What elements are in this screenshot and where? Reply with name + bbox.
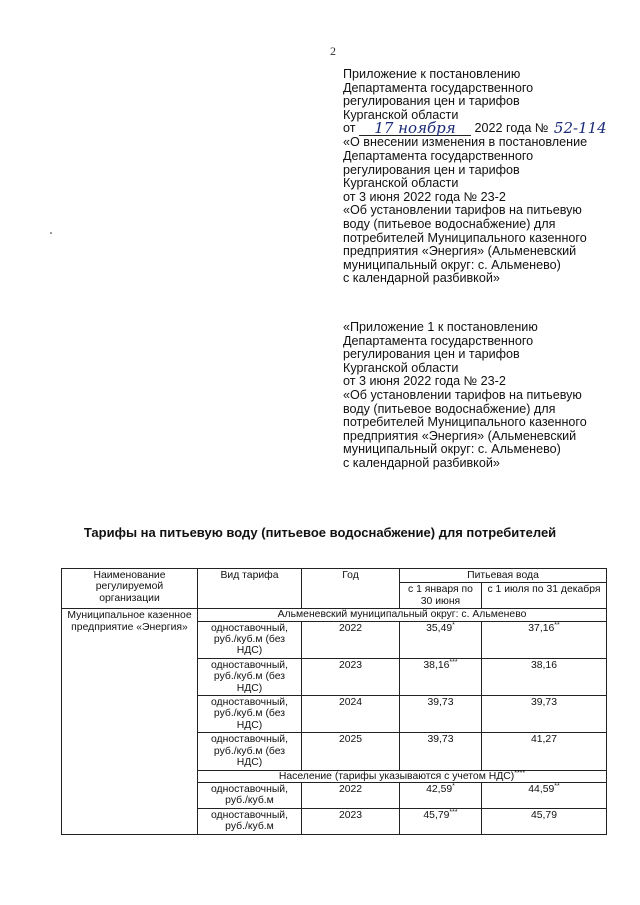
annex-header <box>343 68 640 286</box>
annex-line: предприятия «Энергия» (Альменевский <box>343 428 577 443</box>
annex-line: с календарной разбивкой» <box>343 455 500 470</box>
annex-line: потребителей Муниципального казенного <box>343 230 587 245</box>
tariff-value-h1: 45,79*** <box>400 808 482 834</box>
annex-line: от 3 июня 2022 года № 23-2 <box>343 189 506 204</box>
tariff-value-h2: 38,16 <box>482 658 607 695</box>
annex-line: «Приложение 1 к постановлению <box>343 320 538 334</box>
annex-line: «Об установлении тарифов на питьевую <box>343 203 582 218</box>
tariff-kind: одноставочный, руб./куб.м (без НДС) <box>198 658 302 695</box>
annex-line: предприятия «Энергия» (Альменевский <box>343 244 577 259</box>
annex-line: от 3 июня 2022 года № 23-2 <box>343 374 506 389</box>
header-period-2: с 1 июля по 31 декабря <box>482 583 607 609</box>
table-header-row <box>62 569 607 583</box>
tariff-kind: одноставочный, руб./куб.м <box>198 808 302 834</box>
annex-line: регулирования цен и тарифов <box>343 347 520 362</box>
tariff-value-h1: 39,73 <box>400 733 482 770</box>
tariff-year: 2023 <box>302 658 400 695</box>
tariff-kind: одноставочный, руб./куб.м (без НДС) <box>198 696 302 733</box>
tariff-value-h2: 39,73 <box>482 696 607 733</box>
tariff-year: 2024 <box>302 696 400 733</box>
scan-speck <box>50 232 52 234</box>
year-text: 2022 года № <box>474 121 549 136</box>
document-title: Тарифы на питьевую воду (питьевое водоснабжение) для потребителей <box>83 525 557 540</box>
header-water: Питьевая вода <box>400 569 607 583</box>
annex-line: муниципальный округ: с. Альменево) <box>343 442 561 457</box>
tariff-value-h2: 44,59** <box>482 782 607 808</box>
annex-line: муниципальный округ: с. Альменево) <box>343 257 561 272</box>
annex-line: регулирования цен и тарифов <box>343 94 520 109</box>
annex-line: воду (питьевое водоснабжение) для <box>343 401 556 416</box>
annex-line: с календарной разбивкой» <box>343 271 500 286</box>
annex-line: регулирования цен и тарифов <box>343 162 520 177</box>
tariff-year: 2022 <box>302 621 400 658</box>
annex-line: «Об установлении тарифов на питьевую <box>343 387 582 402</box>
group-header: Население (тарифы указываются с учетом НДС)**** <box>198 770 607 782</box>
annex-line: Департамента государственного <box>343 148 534 163</box>
tariff-table <box>61 568 607 835</box>
tariff-year: 2022 <box>302 782 400 808</box>
annex-line: потребителей Муниципального казенного <box>343 415 587 430</box>
tariff-value-h2: 45,79 <box>482 808 607 834</box>
annex-1-header <box>343 321 640 471</box>
tariff-kind: одноставочный, руб./куб.м (без НДС) <box>198 733 302 770</box>
handwritten-number: 52-114 <box>553 119 607 138</box>
tariff-value-h1: 38,16*** <box>400 658 482 695</box>
header-org: Наименование регулируемой организации <box>62 569 198 609</box>
date-prefix: от <box>343 121 356 136</box>
annex-line: Курганской области <box>343 176 459 191</box>
tariff-value-h2: 41,27 <box>482 733 607 770</box>
annex-line: Департамента государственного <box>343 80 534 95</box>
org-name-cell: Муниципальное казенное предприятие «Энергия» <box>62 609 198 834</box>
tariff-value-h1: 42,59* <box>400 782 482 808</box>
group-row <box>62 609 607 621</box>
tariff-value-h1: 39,73 <box>400 696 482 733</box>
tariff-kind: одноставочный, руб./куб.м <box>198 782 302 808</box>
annex-line: Приложение к постановлению <box>343 67 521 81</box>
tariff-year: 2025 <box>302 733 400 770</box>
annex-line: Курганской области <box>343 360 459 375</box>
handwritten-date: 17 ноября <box>359 122 471 136</box>
annex-line: Курганской области <box>343 107 459 122</box>
tariff-value-h2: 37,16** <box>482 621 607 658</box>
header-year: Год <box>302 569 400 609</box>
group-header: Альменевский муниципальный округ: с. Альменево <box>198 609 607 621</box>
tariff-year: 2023 <box>302 808 400 834</box>
annex-line: «О внесении изменения в постановление <box>343 135 588 150</box>
page-number: 2 <box>330 44 336 58</box>
tariff-value-h1: 35,49* <box>400 621 482 658</box>
header-kind: Вид тарифа <box>198 569 302 609</box>
header-period-1: с 1 января по 30 июня <box>400 583 482 609</box>
tariff-kind: одноставочный, руб./куб.м (без НДС) <box>198 621 302 658</box>
annex-date-line <box>343 119 640 138</box>
annex-line: воду (питьевое водоснабжение) для <box>343 216 556 231</box>
annex-line: Департамента государственного <box>343 333 534 348</box>
